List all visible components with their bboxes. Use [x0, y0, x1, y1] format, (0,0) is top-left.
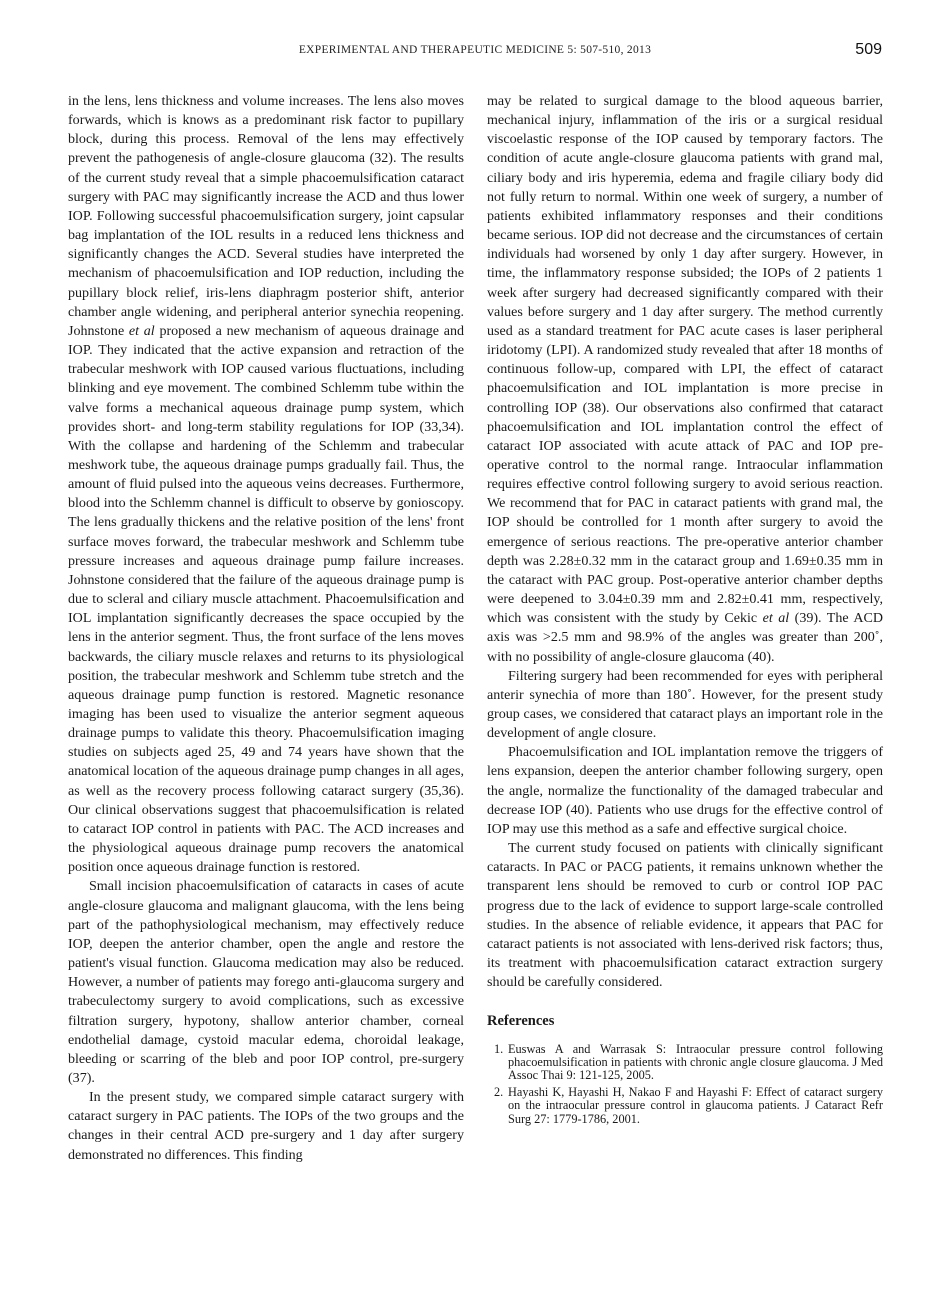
left-column	[68, 92, 464, 1165]
left-paragraph-1-text-b: proposed a new mechanism of aqueous drainage and IOP. They indicated that the active expansion and retraction of the trabecular meshwork with IOP caused various fluctuations, including blinking and eye movement. The combined Schlemm tube within the valve forms a mechanical aqueous drainage pump system, which provides short- and long-term stability regulations for IOP (33,34). With the collapse and hardening of the Schlemm and trabecular meshwork tube, the aqueous drainage pumps gradually fail. Thus, the amount of fluid pulsed into the aqueous veins decreases. Furthermore, blood into the Schlemm channel is difficult to observe by gonioscopy. The lens gradually thickens and the relative position of the lens' front surface moves forward, the trabecular meshwork and Schlemm tube pressure increases and aqueous drainage pump failure increases. Johnstone considered that the failure of the aqueous drainage pump is due to scleral and ciliary muscle attachment. Phacoemulsification and IOL implantation significantly decreases the space occupied by the lens in the anterior segment. Thus, the front surface of the lens moves backwards, the ciliary muscle relaxes and returns to its physiological position, the trabecular meshwork and Schlemm tube stretch and the aqueous drainage pump function is restored. Magnetic resonance imaging has been used to visualize the anterior segment aqueous drainage pumps to validate this theory. Phacoemulsification imaging studies on subjects aged 25, 49 and 74 years have shown that the anatomical location of the aqueous drainage pump changes in all ages, as well as the recovery process following cataract surgery (35,36). Our clinical observations suggest that phacoemulsification is related to cataract IOP control in patients with PAC. The ACD increases and the physiological aqueous drainage pump recovers the anatomical position once aqueous drainage function is restored.	[68, 322, 464, 876]
running-head: EXPERIMENTAL AND THERAPEUTIC MEDICINE 5: 507-510, 2013	[298, 44, 652, 56]
left-paragraph-1-et-al: et al	[128, 322, 155, 339]
right-paragraph-1	[487, 92, 883, 667]
reference-text: Hayashi K, Hayashi H, Nakao F and Hayashi F: Effect of cataract surgery on the intraocular pressure control in glaucoma patients. J Cataract Refr Surg 27: 1779-1786, 2001.	[508, 1084, 883, 1126]
right-paragraph-3: Phacoemulsification and IOL implantation remove the triggers of lens expansion, deepen the anterior chamber following surgery, open the angle, normalize the functionality of the damaged trabecular and decrease IOP (40). Patients who use drugs for the effective control of IOP may use this method as a safe and effective surgical choice.	[487, 744, 883, 837]
page-number: 509	[855, 41, 882, 58]
reference-item	[487, 1043, 883, 1083]
reference-number: 1.	[494, 1041, 504, 1056]
left-paragraph-1	[68, 92, 464, 877]
right-paragraph-1-et-al: et al	[762, 610, 790, 627]
right-paragraph-1-text-a: may be related to surgical damage to the blood aqueous barrier, mechanical injury, inflammation of the iris or a surgical residual viscoelastic response of the IOP caused by temporary factors. The condition of acute angle-closure glaucoma patients with grand mal, ciliary body and iris hyperemia, edema and fragile ciliary body did not fully return to normal. Within one week of surgery, a number of patients exhibited inflammatory responses and their conditions became serious. IOP did not decrease and the circumstances of certain individuals had worsened by only 1 day after surgery. However, in time, the inflammatory response subsided; the IOPs of 2 patients 1 week after surgery had decreased significantly compared with their values before surgery and 1 day after surgery. The method currently used as a standard treatment for PAC acute cases is laser peripheral iridotomy (LPI). A randomized study revealed that after 18 months of continuous follow-up, compared with LPI, the effect of cataract phacoemulsification and IOL implantation is more precise in controlling IOP (38). Our observations also confirmed that cataract phacoemulsification and IOL implantation control the effect of cataract IOP associated with acute attack of PAC and IOP pre-operative control to the normal range. Intraocular inflammation requires effective control following surgery to avoid serious reaction. We recommend that for PAC in cataract patients with grand mal, the IOP should be controlled for 1 month after surgery to avoid the emergence of serious reactions. The pre-operative anterior chamber depth was 2.28±0.32 mm in the cataract group and 1.69±0.35 mm in the cataract with PAC group. Post-operative anterior chamber depths were deepened to 3.04±0.39 mm and 2.82±0.41 mm, respectively, which was consistent with the study by Cekic	[487, 93, 883, 627]
right-column	[487, 92, 883, 1129]
reference-list	[487, 1043, 883, 1126]
right-paragraph-4: The current study focused on patients with clinically significant cataracts. In PAC or PACG patients, it remains unknown whether the transparent lens should be removed to curb or control IOP PAC progress due to the lack of evidence to support large-scale controlled studies. In the absence of reliable evidence, it appears that PAC for cataract patients is not associated with lens-derived risk factors; thus, its treatment with phacoemulsification cataract extraction surgery should be carefully considered.	[487, 840, 883, 991]
right-paragraph-2: Filtering surgery had been recommended for eyes with peripheral anterir synechia of more than 180˚. However, for the present study group cases, we considered that cataract plays an important role in the development of angle closure.	[487, 667, 883, 742]
left-paragraph-1-text-a: in the lens, lens thickness and volume increases. The lens also moves forwards, which is knows as a predominant risk factor to pupillary block, during this process. Removal of the lens may effectively prevent the pathogenesis of angle-closure glaucoma (32). The results of the current study reveal that a simple phacoemulsification cataract surgery with PAC may significantly increase the ACD and thus lower IOP. Following successful phacoemulsification surgery, joint capsular bag implantation of the IOL results in a reduced lens thickness and significantly changes the ACD. Several studies have interpreted the mechanism of phacoemulsification and IOP reduction, including the pupillary block relief, iris-lens diaphragm posterior shift, anterior chamber angle widening, and peripheral anterior synechia reopening. Johnstone	[68, 93, 464, 339]
references-heading: References	[487, 1013, 555, 1030]
left-paragraph-3: In the present study, we compared simple cataract surgery with cataract surgery in PAC patients. The IOPs of the two groups and the changes in their central ACD pre-surgery and 1 day after surgery demonstrated no differences. This finding	[68, 1089, 464, 1163]
reference-number: 2.	[494, 1084, 504, 1099]
right-paragraph-1-text-b: (39). The ACD axis was >2.5 mm and 98.9% of the angles was greater than 200˚, with no possibility of angle-closure glaucoma (40).	[487, 610, 883, 665]
left-paragraph-2: Small incision phacoemulsification of cataracts in cases of acute angle-closure glaucoma and malignant glaucoma, with the lens being part of the pathophysiological mechanism, may effectively reduce IOP, deepen the anterior chamber, open the angle and restore the patient's visual function. Glaucoma medication may also be reduced. However, a number of patients may forego anti-glaucoma surgery and trabeculectomy surgery to avoid complications, such as excessive filtration surgery, hypotony, shallow anterior chamber, corneal endothelial damage, cystoid macular edema, choroidal leakage, bleeding or scarring of the bleb and poor IOP control, pre-surgery (37).	[68, 878, 464, 1086]
reference-item	[487, 1086, 883, 1126]
reference-text: Euswas A and Warrasak S: Intraocular pressure control following phacoemulsification in patients with chronic angle closure glaucoma. J Med Assoc Thai 9: 121-125, 2005.	[508, 1041, 883, 1083]
